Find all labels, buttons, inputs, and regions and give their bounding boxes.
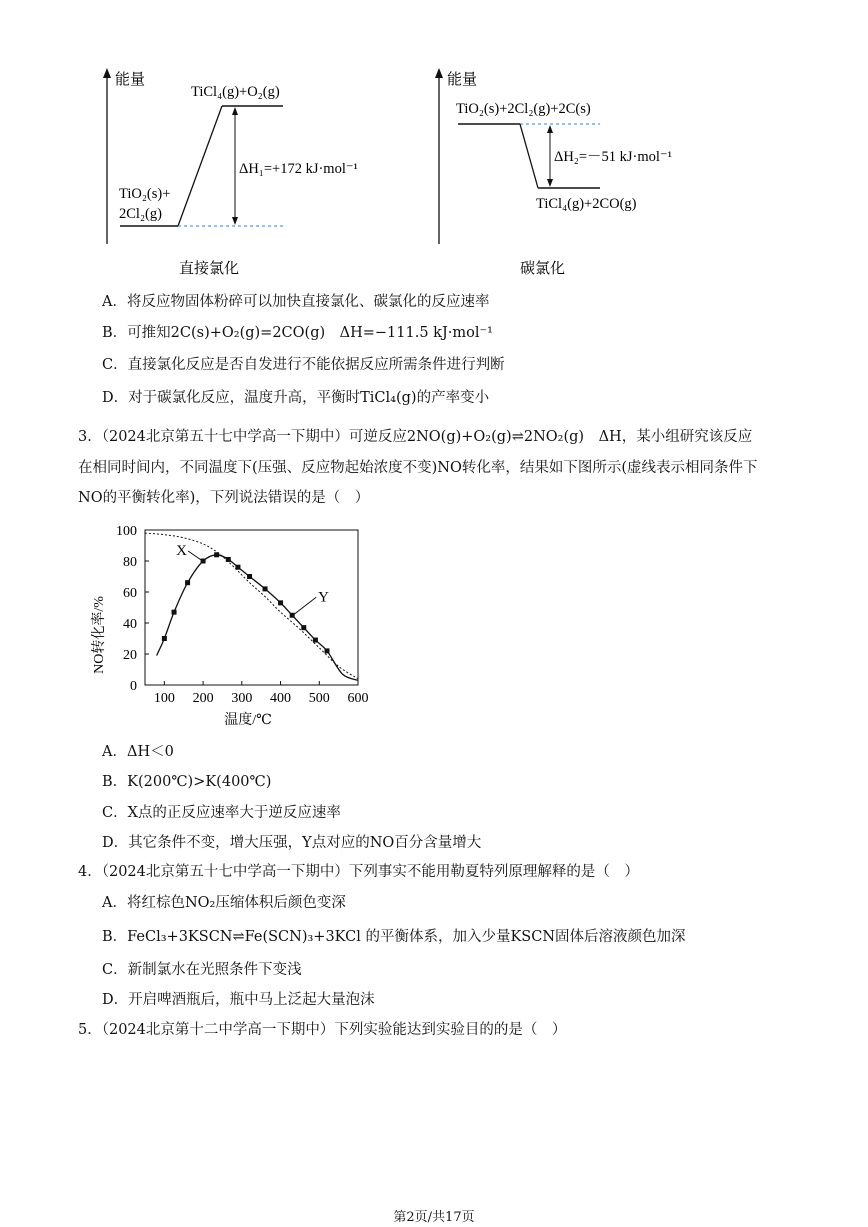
q3-option-d: D．其它条件不变，增大压强，Y点对应的NO百分含量增大 [102,835,482,851]
data-point-marker [263,586,268,591]
y-tick-label: 80 [123,555,137,570]
delta-h2-label: ΔH₂=－51 kJ·mol⁻¹ [554,149,672,165]
product-species-label: TiCl₄(g)+O₂(g) [191,84,280,100]
q2-option-d: D．对于碳氯化反应，温度升高，平衡时TiCl₄(g)的产率变小 [102,390,490,406]
y-tick-label: 100 [116,524,137,539]
delta-h-arrow-down [232,217,238,225]
annotation-label: X [176,543,187,559]
x-tick-label: 100 [153,691,175,706]
x-axis-label: 温度/℃ [224,713,272,728]
annotation-label: Y [318,589,330,606]
diagram-caption: 碳氯化 [520,261,566,277]
data-point-marker [278,600,283,605]
q3-option-a: A．ΔH＜0 [102,744,174,760]
q2-option-b: B．可推知2C(s)+O₂(g)=2CO(g) ΔH=−111.5 kJ·mol⁻¹ [102,325,493,341]
x-tick-label: 300 [231,691,253,706]
data-point-marker [214,552,219,557]
q3-stem-line3: NO的平衡转化率)，下列说法错误的是（ ） [78,490,370,506]
axis-ticks [116,524,369,706]
data-point-marker [185,580,190,585]
x-tick-label: 400 [270,691,292,706]
delta-h-arrow-up [547,125,553,133]
x-tick-label: 200 [192,691,214,706]
y-axis-label: NO转化率/% [92,596,107,674]
reactant-species-label-1: TiO₂(s)+ [119,186,171,202]
q3-stem-line1: 3．（2024北京第五十七中学高一下期中）可逆反应2NO(g)+O₂(g)⇌2NO₂(g) ΔH，某小组研究该反应 [78,429,753,445]
no-conversion-chart [80,515,380,735]
annotation-leader [294,597,316,614]
y-tick-label: 40 [123,617,137,632]
diagram-caption: 直接氯化 [179,261,240,277]
measured-conversion-curve [157,555,358,681]
q2-option-a: A．将反应物固体粉碎可以加快直接氯化、碳氯化的反应速率 [102,294,490,310]
q3-option-b: B．K(200℃)>K(400℃) [102,774,272,790]
q4-option-a: A．将红棕色NO₂压缩体积后颜色变深 [102,895,346,911]
reactant-species-label: TiO₂(s)+2Cl₂(g)+2C(s) [456,101,591,117]
energy-diagram-direct-chlorination [95,62,395,282]
data-point-marker [325,648,330,653]
data-point-marker [172,610,177,615]
data-point-marker [290,613,295,618]
delta-h1-label: ΔH₁=+172 kJ·mol⁻¹ [239,161,358,177]
reaction-path [178,106,222,226]
reactant-species-label-2: 2Cl₂(g) [119,206,162,222]
delta-h-arrow-down [547,179,553,187]
energy-axis-label: 能量 [115,72,146,88]
data-point-marker [226,557,231,562]
q2-option-c: C．直接氯化反应是否自发进行不能依据反应所需条件进行判断 [102,357,505,373]
q3-stem-line2: 在相同时间内，不同温度下(压强、反应物起始浓度不变)NO转化率，结果如下图所示(虚线表示相同条件下 [78,460,758,476]
y-tick-label: 0 [130,679,137,694]
q4-option-d: D．开启啤酒瓶后，瓶中马上泛起大量泡沫 [102,992,375,1008]
energy-axis-arrow [103,68,111,78]
data-point-marker [201,559,206,564]
q4-option-b: B．FeCl₃+3KSCN⇌Fe(SCN)₃+3KCl 的平衡体系，加入少量KSCN固体后溶液颜色加深 [102,929,686,945]
y-tick-label: 60 [123,586,137,601]
data-point-marker [162,636,167,641]
q4-option-c: C．新制氯水在光照条件下变浅 [102,962,302,978]
annotation-leader [188,551,201,560]
data-point-marker [313,638,318,643]
data-point-marker [247,574,252,579]
energy-diagram-carbochlorination [428,62,728,282]
data-point-marker [301,625,306,630]
y-tick-label: 20 [123,648,137,663]
q5-stem: 5．（2024北京第十二中学高一下期中）下列实验能达到实验目的的是（ ） [78,1022,567,1038]
q3-option-c: C．X点的正反应速率大于逆反应速率 [102,805,341,821]
energy-axis-label: 能量 [447,72,478,88]
delta-h-arrow-up [232,107,238,115]
page-footer: 第2页/共17页 [393,1210,475,1225]
product-species-label: TiCl₄(g)+2CO(g) [536,196,637,212]
q4-stem: 4．（2024北京第五十七中学高一下期中）下列事实不能用勒夏特列原理解释的是（ ） [78,864,639,880]
energy-axis-arrow [435,68,443,78]
data-point-marker [235,565,240,570]
x-tick-label: 500 [308,691,330,706]
data-markers [162,552,330,653]
reaction-path [520,124,538,188]
x-tick-label: 600 [347,691,369,706]
